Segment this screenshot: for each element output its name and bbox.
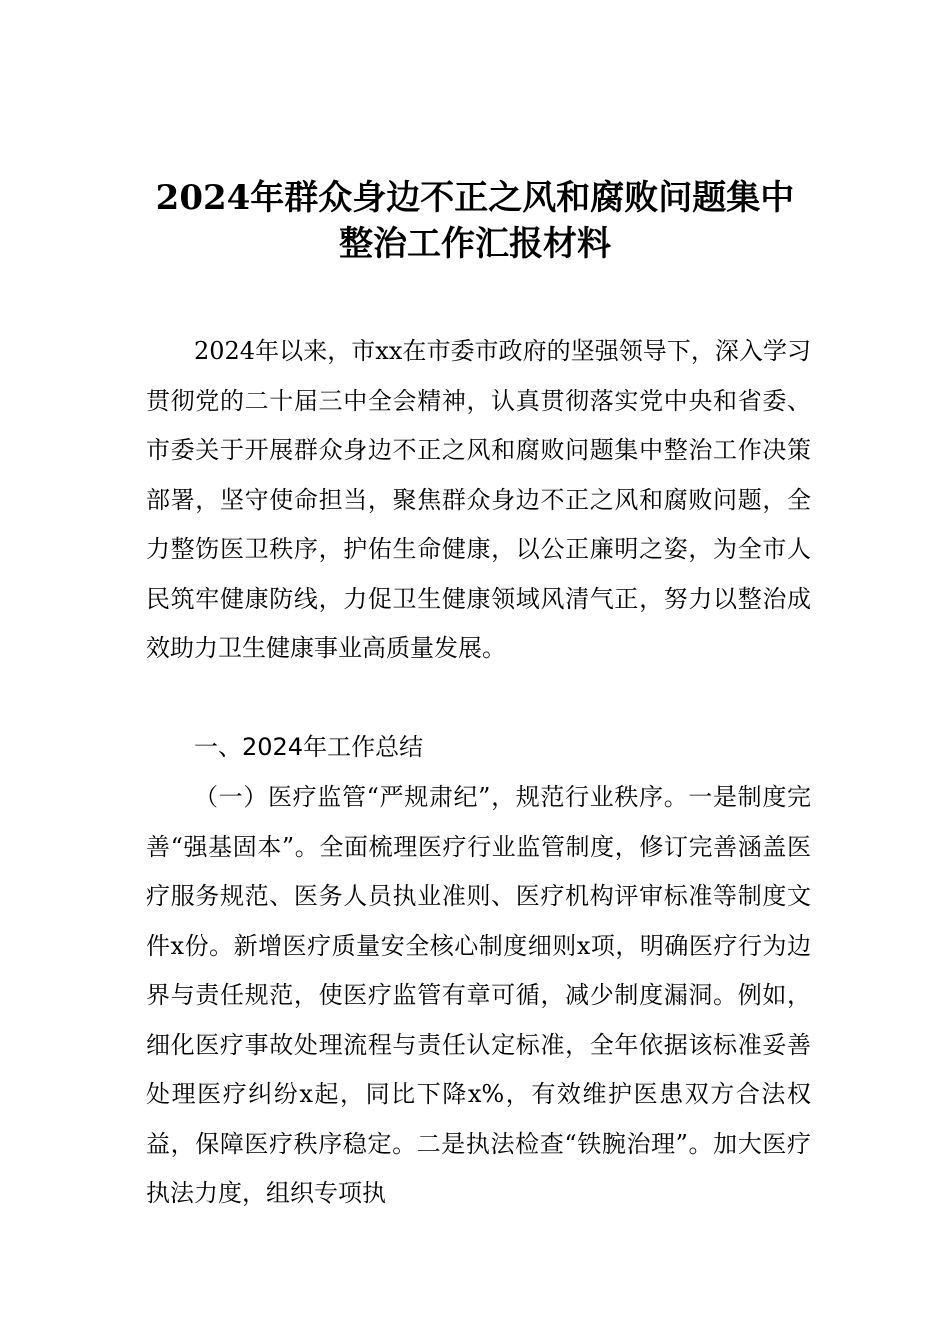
intro-paragraph: 2024年以来，市xx在市委市政府的坚强领导下，深入学习贯彻党的二十届三中全会精神，认真贯彻落实党中央和省委、市委关于开展群众身边不正之风和腐败问题集中整治工作决策部署，坚守使命担当，聚焦群众身边不正之风和腐败问题，全力整饬医卫秩序，护佑生命健康，以公正廉明之姿，为全市人民筑牢健康防线，力促卫生健康领域风清气正，努力以整治成效助力卫生健康事业高质量发展。 — [146, 337, 811, 662]
document-title-line-2: 整治工作汇报材料 — [339, 224, 611, 264]
section-paragraph-block — [146, 773, 811, 1219]
intro-paragraph-block — [146, 327, 811, 674]
section-paragraph-1: （一）医疗监管“严规肃纪”，规范行业秩序。一是制度完善“强基固本”。全面梳理医疗行业监管制度，修订完善涵盖医疗服务规范、医务人员执业准则、医疗机构评审标准等制度文件x份。新增医疗质量安全核心制度细则x项，明确医疗行为边界与责任规范，使医疗监管有章可循，减少制度漏洞。例如，细化医疗事故处理流程与责任认定标准，全年依据该标准妥善处理医疗纠纷x起，同比下降x%，有效维护医患双方合法权益，保障医疗秩序稳定。二是执法检查“铁腕治理”。加大医疗执法力度，组织专项执 — [146, 783, 811, 1207]
section-heading-1: 一、2024年工作总结 — [194, 733, 424, 761]
document-title-line-1: 2024年群众身边不正之风和腐败问题集中 — [155, 178, 795, 218]
